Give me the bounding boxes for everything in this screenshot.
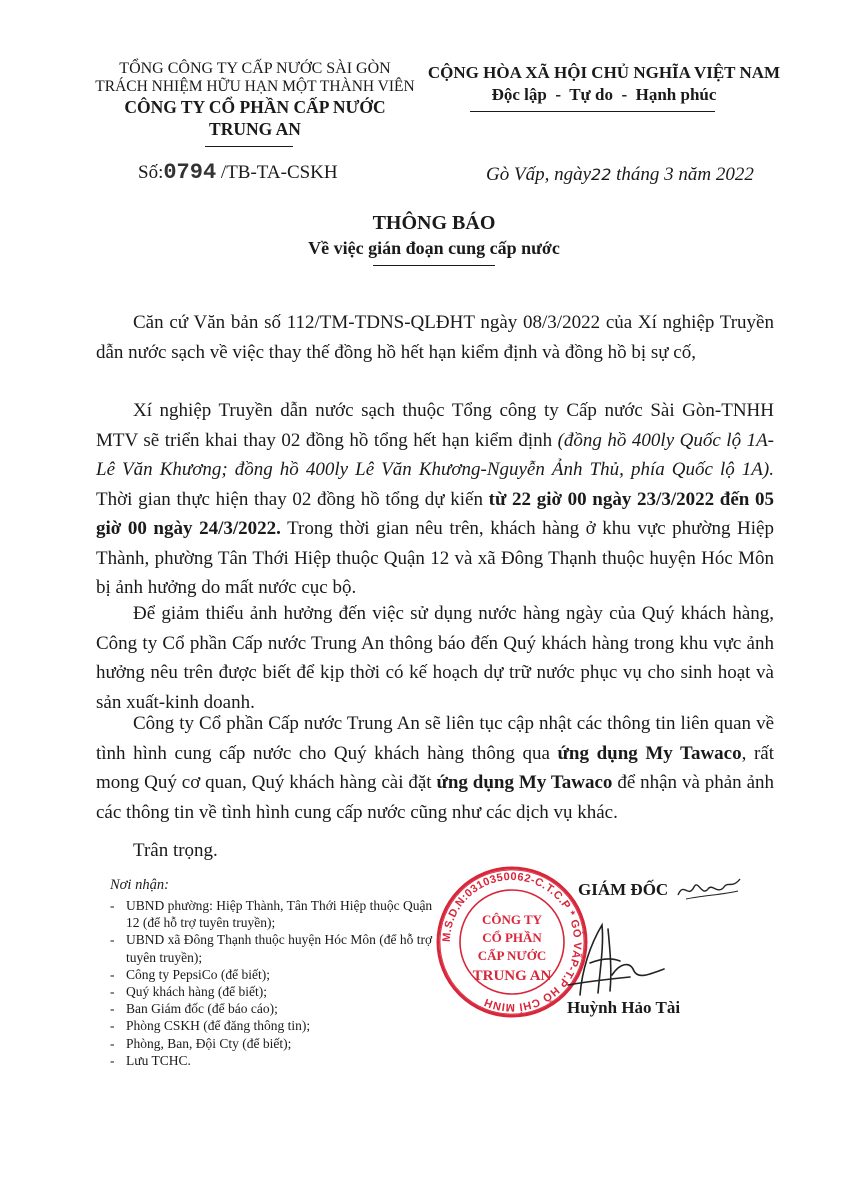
closing-salutation: Trân trọng. [133,840,218,861]
paragraph-app-info [96,709,774,827]
date-suffix: tháng 3 năm 2022 [611,164,754,185]
paragraph-3-text: Để giảm thiểu ảnh hưởng đến việc sử dụng nước hàng ngày của Quý khách hàng, Công ty Cổ phần Cấp nước Trung An thông báo đến Quý khách hàng trong khu vực ảnh hưởng nêu trên được biết để kịp thời có kế hoạch dự trữ nước phục vụ cho sinh hoạt và sản xuất-kinh doanh. [96,603,774,713]
parent-org-name: TỔNG CÔNG TY CẤP NƯỚC SÀI GÒN [119,60,391,77]
recipient-item: - Lưu TCHC. [104,1052,449,1069]
signer-name: Huỳnh Hảo Tài [567,998,681,1017]
doc-number-prefix: Số: [138,162,164,183]
date-prefix: Gò Vấp, ngày [486,164,592,185]
company-name-line1: CÔNG TY CỔ PHẦN CẤP NƯỚC [124,97,386,117]
seal-ring-text: M.S.D.N:0310350062-C.T.C.P * GÒ VẤP-T.P HỒ CHÍ MINH [440,870,584,1014]
doc-number-value: 0794 [163,160,217,185]
recipient-item: - Phòng CSKH (để đăng thông tin); [104,1017,449,1034]
subtitle-underline [373,265,495,266]
document-number [138,160,338,185]
paragraph-4-text-a: Công ty Cổ phần Cấp nước Trung An sẽ liên tục cập nhật các thông tin liên quan về tình hình cung cấp nước cho Quý khách hàng thông qua [96,713,774,764]
company-name-underline [205,146,293,147]
paragraph-legal-basis [96,308,774,367]
recipients-heading: Nơi nhận: [110,877,169,893]
document-title: THÔNG BÁO [372,212,496,234]
recipient-item: - UBND phường: Hiệp Thành, Tân Thới Hiệp thuộc Quận 12 (để hỗ trợ tuyên truyền); [104,897,449,931]
handwritten-signature [560,915,670,1005]
company-name-line2: TRUNG AN [209,119,301,139]
app-name-1: ứng dụng My Tawaco [557,742,742,764]
doc-number-suffix: /TB-TA-CSKH [220,162,338,183]
place-and-date [486,164,754,186]
paragraph-replacement-plan [96,396,774,603]
signer-position: GIÁM ĐỐC [578,880,669,899]
date-day: 22 [591,165,612,184]
paragraph-customer-advice [96,599,774,717]
national-title: CỘNG HÒA XÃ HỘI CHỦ NGHĨA VIỆT NAM [427,63,781,82]
document-subtitle: Về việc gián đoạn cung cấp nước [308,238,560,258]
paragraph-2-meter-locations: (đồng hồ 400ly Quốc lộ 1A-Lê Văn Khương; đồng hồ 400ly Lê Văn Khương-Nguyễn Ảnh Thủ, phía Quốc lộ 1A). [96,429,775,480]
recipient-item: - UBND xã Đông Thạnh thuộc huyện Hóc Môn (để hỗ trợ tuyên truyền); [104,931,449,965]
initials-scribble [674,873,744,903]
seal-line-2: CỔ PHẦN [482,930,542,945]
recipient-item: - Quý khách hàng (để biết); [104,983,449,1000]
national-motto: Độc lập - Tự do - Hạnh phúc [491,85,717,104]
paragraph-2-text-c: Trong thời gian nêu trên, khách hàng ở khu vực phường Hiệp Thành, phường Tân Thới Hiệp thuộc Quận 12 và xã Đông Thạnh thuộc huyện Hóc Môn bị ảnh hưởng do mất nước cục bộ. [96,518,774,598]
app-name-2: ứng dụng My Tawaco [436,772,613,793]
seal-line-4: TRUNG AN [472,968,552,984]
recipient-item: - Ban Giám đốc (để báo cáo); [104,1000,449,1017]
seal-line-3: CẤP NƯỚC [477,948,547,963]
seal-line-1: CÔNG TY [481,912,543,927]
recipient-item: - Công ty PepsiCo (để biết); [104,966,449,983]
parent-org-type: TRÁCH NHIỆM HỮU HẠN MỘT THÀNH VIÊN [95,78,415,95]
paragraph-2-text-b: Thời gian thực hiện thay 02 đồng hồ tổng dự kiến [96,488,489,510]
paragraph-4-text-b: , rất mong Quý cơ quan, Quý khách hàng cài đặt [96,742,774,793]
recipient-item: - Phòng, Ban, Đội Cty (để biết); [104,1035,449,1052]
recipients-list [104,897,449,1069]
paragraph-2-text-a: Xí nghiệp Truyền dẫn nước sạch thuộc Tổng công ty Cấp nước Sài Gòn-TNHH MTV sẽ triển khai thay 02 đồng hồ tổng hết hạn kiểm định [96,400,774,451]
motto-underline [470,111,715,112]
paragraph-4-text-c: để nhận và phản ảnh các thông tin về tình hình cung cấp nước cũng như các dịch vụ khác. [96,772,774,823]
paragraph-2-schedule: từ 22 giờ 00 ngày 23/3/2022 đến 05 giờ 00 ngày 24/3/2022. [96,488,774,539]
paragraph-1-text: Căn cứ Văn bản số 112/TM-TDNS-QLĐHT ngày 08/3/2022 của Xí nghiệp Truyền dẫn nước sạch về việc thay thế đồng hồ hết hạn kiểm định và đồng hồ bị sự cố, [96,312,774,363]
